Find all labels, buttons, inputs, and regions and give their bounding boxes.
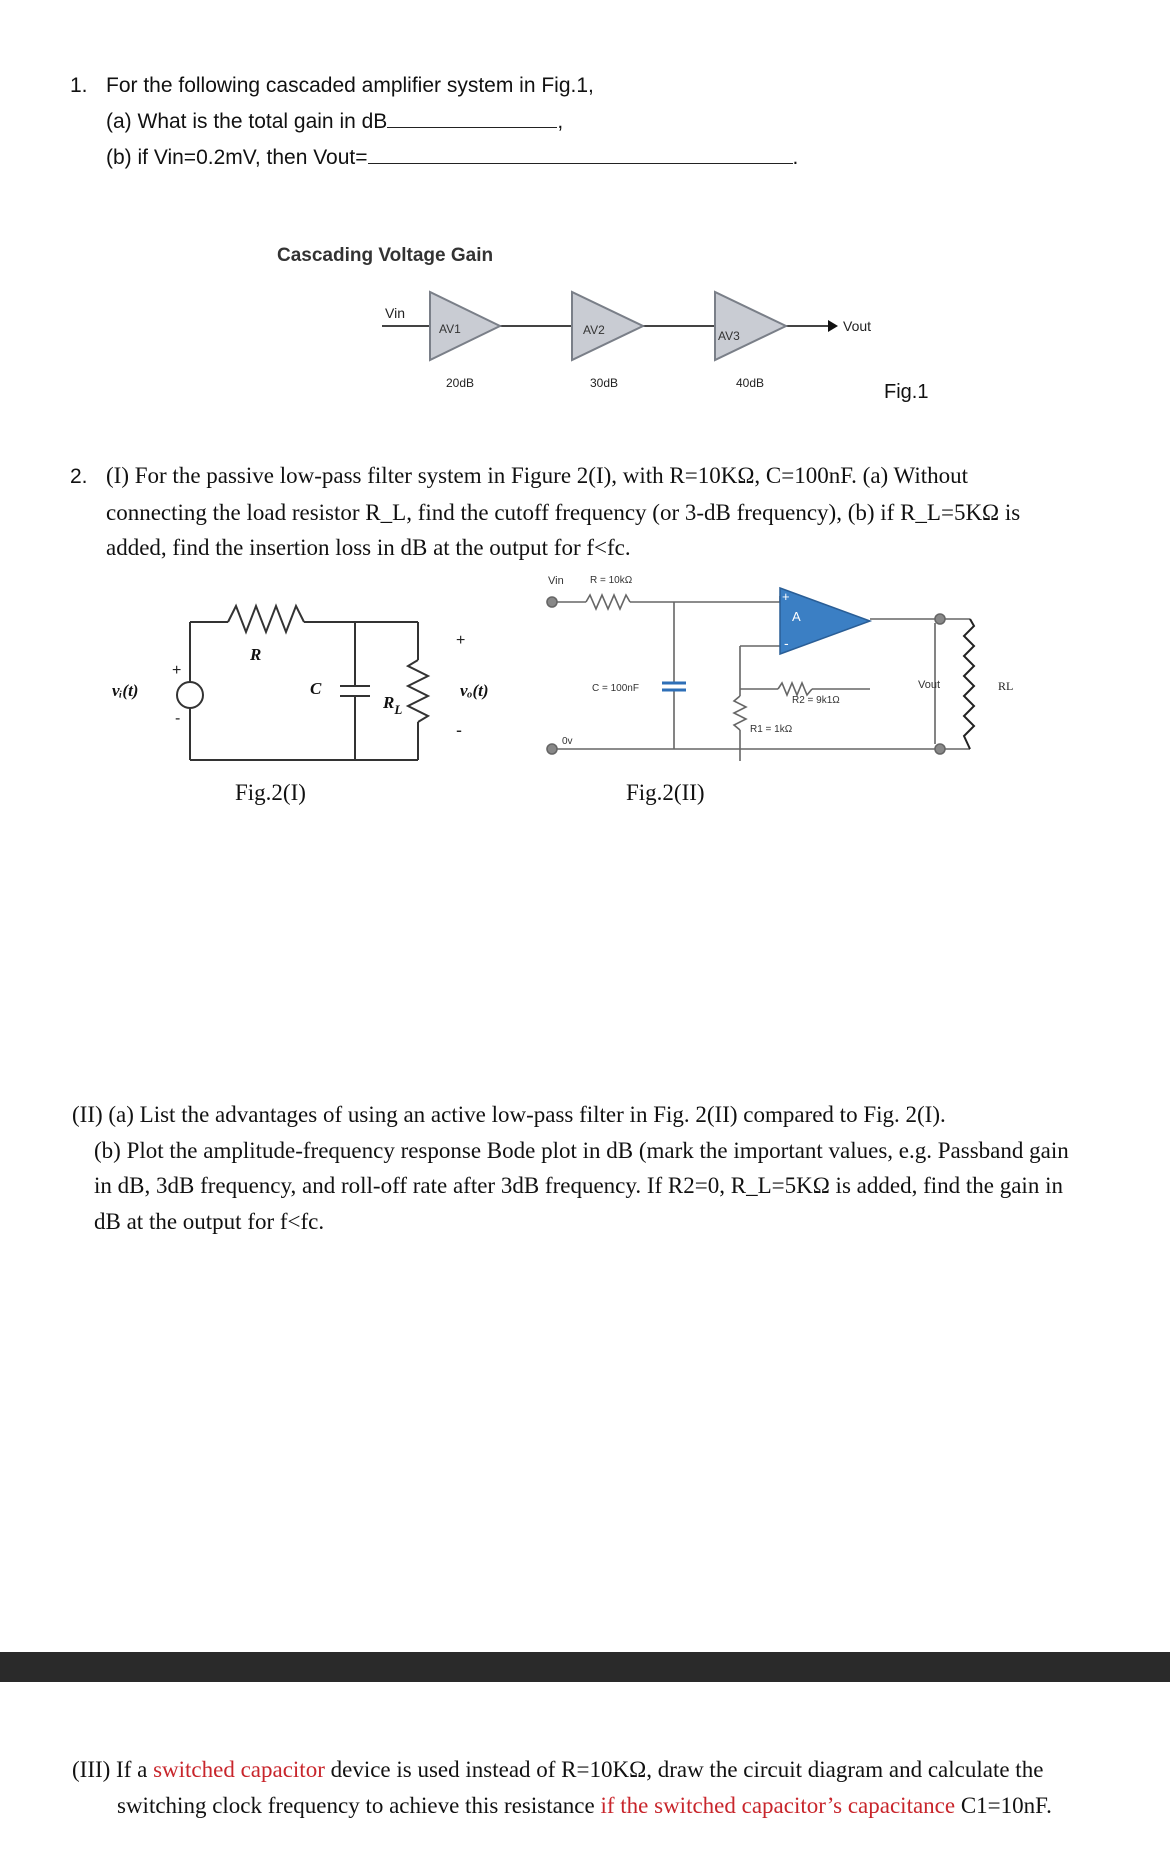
fig1-amp-2-name: AV2 [583,323,605,337]
q1-answer-b-blank[interactable] [368,141,793,164]
fig2i-vo-label: vₒ(t) [460,681,489,700]
fig2i-source [177,682,203,708]
fig1-amp-3 [715,292,786,390]
fig2i-vi-label: vᵢ(t) [112,681,139,700]
fig2ii-resistor-r2 [778,683,812,695]
q1-number: 1. [70,74,88,97]
fig2i-resistor-r [228,606,304,632]
q2ii-line-1: (II) (a) List the advantages of using an active low-pass filter in Fig. 2(II) compared to Fig. 2(I). [72,1102,946,1127]
fig1-amp-3-triangle [715,292,786,360]
q2-block [70,458,1130,566]
fig2ii-diagram [530,566,1030,776]
q2iii-l1-a: (III) If a [72,1757,154,1782]
q1-answer-a-blank[interactable] [387,105,557,128]
fig2ii-opamp-plus: + [782,589,790,604]
fig2ii-vin-label: Vin [548,575,564,587]
q1-part-a-text: (a) What is the total gain in dB [106,110,388,133]
q2-line-1-text: (I) For the passive low-pass filter system in Figure 2(I), with R=10KΩ, C=100nF. (a) Without [106,463,968,488]
fig2ii-resistor-r1 [734,696,746,730]
fig2ii-opamp-a: A [792,609,801,624]
q2ii-line-2: (b) Plot the amplitude-frequency response Bode plot in dB (mark the important values, e.g. Passband gain [94,1137,1069,1163]
fig2i-source-plus: + [172,662,182,679]
q1-part-b-end: . [792,146,799,169]
fig1-amp-3-gain: 40dB [736,376,765,390]
q2-line-3: added, find the insertion loss in dB at the output for f<fc. [106,535,631,560]
fig2ii-r2-label: R2 = 9k1Ω [792,695,840,706]
fig2i-caption: Fig.2(I) [235,780,306,805]
fig2i-rl-label [382,693,402,717]
q1-part-b [70,140,970,176]
fig2ii-vout-label: Vout [918,679,941,691]
fig2i-vo-plus: + [456,632,466,649]
q2ii-block [70,1097,1150,1239]
q2-line-1 [70,458,1130,495]
fig2ii-c-label: C = 100nF [592,683,639,694]
fig2ii-vin-terminal [547,597,557,607]
q1-stem: For the following cascaded amplifier system in Fig.1, [106,74,594,97]
fig2i-r-label: R [250,645,262,664]
fig2ii-caption: Fig.2(II) [626,780,705,805]
fig2ii-rl-label: RL [998,679,1014,693]
fig2i-resistor-rl [408,660,428,722]
q1-part-b-text: (b) if Vin=0.2mV, then Vout= [106,146,368,169]
q2ii-line-3: in dB, 3dB frequency, and roll-off rate after 3dB frequency. If R2=0, R_L=5KΩ is added, find the gain in [94,1173,1063,1198]
fig1-amp-1-name: AV1 [439,322,461,336]
q2iii-l2-a: switching clock frequency to achieve this resistance [117,1792,601,1818]
fig2ii-vout-gnd-terminal [935,744,945,754]
fig1-amp-3-name: AV3 [718,329,740,343]
fig2ii-opamp-minus: - [784,635,789,651]
q2iii-block [72,1752,1162,1823]
q1-part-a-end: , [557,110,564,133]
fig1-amp-1-gain: 20dB [446,376,475,390]
fig1-amp-2-gain: 30dB [590,376,619,390]
fig1-vout-label: Vout [843,318,872,334]
q2-number: 2. [70,465,88,488]
fig2ii-vout-terminal [935,614,945,624]
fig2ii-resistor-r [586,595,630,609]
fig1-amp-1 [430,292,500,390]
fig2ii-zero-label: 0v [562,736,573,747]
q1-block [70,68,970,176]
fig1-amp-2 [572,292,643,390]
q1-part-a [70,104,970,140]
q2iii-line-1 [72,1752,1162,1788]
fig2ii-r1-label: R1 = 1kΩ [750,724,793,735]
fig1-caption: Fig.1 [884,381,929,403]
fig2i-vo-minus: - [456,720,462,740]
fig1-diagram [0,230,1170,420]
q2iii-l2-b: C1=10nF. [955,1792,1052,1818]
q2ii-line-4: dB at the output for f<fc. [94,1208,325,1234]
fig2i-source-minus: - [175,710,181,727]
fig1-vin-label: Vin [385,305,405,321]
q2iii-l1-highlight: switched capacitor [153,1757,325,1782]
q1-stem-line [70,68,970,104]
q2iii-line-2 [72,1788,1162,1824]
fig1-output-arrow [828,320,838,332]
fig2i-rl-main: R [383,693,395,712]
q2iii-l1-b: device is used instead of R=10KΩ, draw the circuit diagram and calculate the [324,1757,1044,1782]
fig2i-c-label: C [310,679,322,698]
fig2ii-resistor-rl [964,619,974,749]
fig1-title: Cascading Voltage Gain [277,245,494,266]
fig2i-rl-sub: L [394,702,403,717]
fig2i-diagram [100,590,520,820]
fig2ii-gnd-terminal [547,744,557,754]
q2iii-l2-highlight: if the switched capacitor’s capacitance [600,1792,956,1818]
page-separator-bar [0,1652,1170,1682]
q2-line-2: connecting the load resistor R_L, find the cutoff frequency (or 3-dB frequency), (b) if R_L=5KΩ is [106,499,1021,525]
fig2ii-r-label: R = 10kΩ [590,575,633,586]
